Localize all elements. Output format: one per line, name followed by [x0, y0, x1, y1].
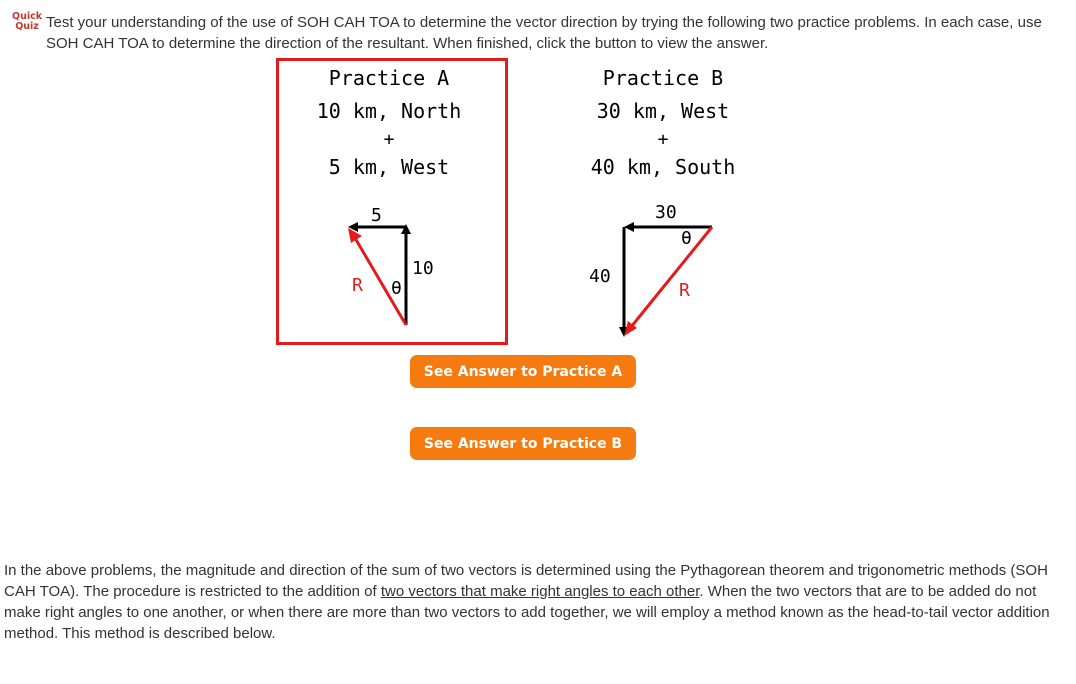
- practice-a-vector2: 5 km, West: [328, 155, 450, 179]
- practice-b-vector2: 40 km, South: [590, 155, 736, 179]
- explanation-paragraph: [4, 560, 1054, 644]
- explanation-text-end: . When the two vectors that are to be added do not make right angles to one another, or when there are more than two vectors to add together, we will employ a method known as the head-to-tail vector addition method. This method is described below.: [4, 583, 1050, 642]
- practice-a-plus: +: [383, 129, 395, 150]
- practice-a-label-theta: θ: [391, 278, 402, 299]
- practice-a-label-5: 5: [371, 205, 382, 226]
- practice-a-title: Practice A: [328, 66, 450, 90]
- see-answer-practice-a-button[interactable]: See Answer to Practice A: [410, 355, 636, 388]
- practice-a-vector1: 10 km, North: [316, 99, 462, 123]
- practice-a-label-r: R: [352, 275, 363, 296]
- practice-b-label-40: 40: [589, 266, 611, 287]
- practice-b-label-30: 30: [655, 202, 677, 223]
- practice-b-vector1: 30 km, West: [596, 99, 730, 123]
- practice-a-label-10: 10: [412, 258, 434, 279]
- practice-b-resultant-vector: [631, 227, 712, 327]
- explanation-text-start: In the above problems, the magnitude and direction of the sum of two vectors is determined using the Pythagorean theorem and trigonometric methods (SOH CAH TOA). The procedure is restricted to the addition of: [4, 562, 1048, 600]
- practice-b-label-r: R: [679, 280, 690, 301]
- practice-b-plus: +: [657, 129, 669, 150]
- right-angle-vectors-link[interactable]: two vectors that make right angles to each other: [380, 583, 700, 600]
- intro-paragraph: Test your understanding of the use of SOH CAH TOA to determine the vector direction by trying the following two practice problems. In each case, use SOH CAH TOA to determine the direction of the resultant. When finished, click the button to view the answer.: [46, 14, 1042, 52]
- practice-b-label-theta: θ: [681, 228, 692, 249]
- quick-quiz-badge-line1: Quick: [12, 11, 43, 22]
- see-answer-practice-b-button[interactable]: See Answer to Practice B: [410, 427, 636, 460]
- practice-b-title: Practice B: [602, 66, 724, 90]
- quick-quiz-badge-line2: Quiz: [15, 21, 39, 32]
